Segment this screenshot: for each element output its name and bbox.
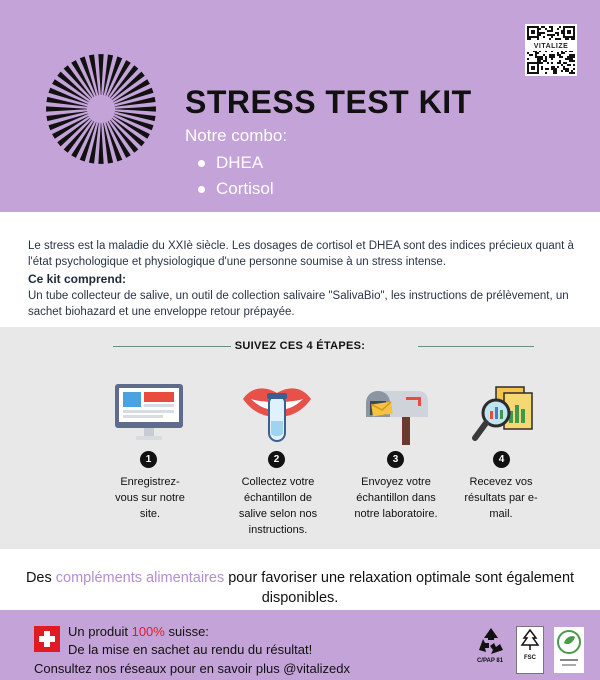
qr-module bbox=[561, 52, 563, 54]
qr-module bbox=[565, 38, 567, 40]
qr-module bbox=[563, 52, 565, 54]
sunburst-ray bbox=[115, 106, 156, 111]
supplements-before: Des bbox=[25, 570, 56, 586]
qr-module bbox=[569, 56, 571, 58]
qr-module bbox=[543, 54, 545, 56]
qr-module bbox=[557, 66, 559, 68]
qr-module bbox=[565, 68, 567, 70]
qr-module bbox=[547, 30, 549, 32]
step-number-4: 4 bbox=[493, 451, 510, 468]
qr-module bbox=[569, 54, 571, 56]
qr-module bbox=[553, 56, 555, 58]
qr-module bbox=[553, 34, 555, 36]
qr-module bbox=[567, 68, 569, 70]
qr-module bbox=[557, 62, 559, 64]
step-text-1: Enregistrez-vous sur notre site. bbox=[115, 476, 185, 520]
qr-module bbox=[571, 54, 573, 56]
sunburst-ray bbox=[98, 123, 103, 164]
qr-label: VITALIZE bbox=[525, 42, 577, 51]
qr-module bbox=[527, 52, 529, 54]
qr-module bbox=[549, 56, 551, 58]
qr-module bbox=[561, 70, 563, 72]
step-text-4: Recevez vos résultats par e-mail. bbox=[464, 476, 538, 520]
qr-module bbox=[547, 68, 549, 70]
qr-module bbox=[569, 60, 571, 62]
qr-module bbox=[535, 52, 537, 54]
supplements-after: pour favoriser une relaxation optimale sont également disponibles. bbox=[224, 570, 575, 606]
qr-module bbox=[541, 56, 543, 58]
fsc-logo bbox=[516, 626, 544, 674]
qr-module bbox=[559, 54, 561, 56]
swiss-product-line bbox=[68, 624, 209, 639]
qr-module bbox=[555, 70, 557, 72]
qr-module bbox=[551, 54, 553, 56]
qr-module bbox=[551, 36, 553, 38]
swiss-line-before: Un produit bbox=[68, 624, 132, 639]
qr-module bbox=[559, 56, 561, 58]
qr-module bbox=[567, 38, 569, 40]
qr-module bbox=[565, 62, 567, 64]
qr-module bbox=[539, 56, 541, 58]
qr-module bbox=[543, 60, 545, 62]
swiss-line-after: suisse: bbox=[164, 624, 209, 639]
qr-module bbox=[549, 30, 551, 32]
qr-module bbox=[573, 60, 575, 62]
socials-text[interactable]: Consultez nos réseaux pour en savoir plus @vitalizedx bbox=[34, 661, 350, 676]
qr-module bbox=[537, 56, 539, 58]
qr-module bbox=[539, 58, 541, 60]
sunburst-ray bbox=[46, 106, 87, 111]
qr-module bbox=[555, 32, 557, 34]
swiss-line-highlight: 100% bbox=[131, 624, 165, 639]
qr-module bbox=[551, 28, 553, 30]
qr-module bbox=[559, 38, 561, 40]
qr-module bbox=[539, 28, 541, 30]
sunburst-logo bbox=[46, 54, 156, 164]
qr-module bbox=[557, 28, 559, 30]
step-number-1: 1 bbox=[140, 451, 157, 468]
qr-module bbox=[539, 32, 541, 34]
qr-module bbox=[545, 28, 547, 30]
qr-module bbox=[567, 56, 569, 58]
kit-contents-text: Un tube collecteur de salive, un outil de collection salivaire "SalivaBio", les instructions de prélèvement, un sachet biohazard et une enveloppe retour prépayée. bbox=[28, 290, 569, 318]
step-text-2: Collectez votre échantillon de salive selon nos instructions. bbox=[238, 476, 318, 536]
eco-label-icon bbox=[554, 627, 584, 673]
qr-module bbox=[541, 66, 543, 68]
qr-module bbox=[561, 64, 563, 66]
qr-module bbox=[567, 70, 569, 72]
combo-item: DHEA bbox=[196, 150, 274, 176]
qr-module bbox=[569, 58, 571, 60]
qr-module bbox=[567, 64, 569, 66]
qr-module bbox=[563, 68, 565, 70]
qr-module bbox=[545, 68, 547, 70]
tree-icon bbox=[517, 627, 543, 653]
mailbox-icon bbox=[364, 385, 430, 445]
mouth-tube-icon bbox=[241, 383, 313, 443]
qr-module bbox=[545, 72, 547, 74]
steps-title: SUIVEZ CES 4 ÉTAPES: bbox=[234, 340, 366, 352]
qr-module bbox=[573, 56, 575, 58]
fsc-label: FSC bbox=[524, 655, 536, 661]
qr-module bbox=[571, 38, 573, 40]
recycle-code: C/PAP 81 bbox=[476, 658, 504, 664]
qr-module bbox=[537, 52, 539, 54]
qr-module bbox=[537, 58, 539, 60]
qr-module bbox=[551, 34, 553, 36]
qr-module bbox=[559, 62, 561, 64]
qr-module bbox=[557, 32, 559, 34]
qr-module bbox=[549, 54, 551, 56]
step-number-2: 2 bbox=[268, 451, 285, 468]
qr-module bbox=[571, 72, 573, 74]
qr-finder bbox=[531, 30, 535, 34]
qr-module bbox=[569, 72, 571, 74]
qr-module bbox=[541, 58, 543, 60]
qr-module bbox=[541, 68, 543, 70]
qr-module bbox=[559, 60, 561, 62]
qr-module bbox=[539, 34, 541, 36]
qr-finder bbox=[567, 30, 571, 34]
qr-module bbox=[573, 64, 575, 66]
qr-module bbox=[537, 38, 539, 40]
qr-module bbox=[573, 54, 575, 56]
qr-module bbox=[549, 34, 551, 36]
qr-module bbox=[551, 66, 553, 68]
qr-module bbox=[541, 32, 543, 34]
qr-module bbox=[535, 54, 537, 56]
qr-module bbox=[535, 56, 537, 58]
qr-module bbox=[551, 26, 553, 28]
combo-list bbox=[196, 150, 274, 202]
qr-module bbox=[529, 38, 531, 40]
qr-module bbox=[557, 38, 559, 40]
qr-module bbox=[545, 60, 547, 62]
qr-module bbox=[557, 54, 559, 56]
intro-text: Le stress est la maladie du XXIè siècle. Les dosages de cortisol et DHEA sont des indices précieux quant à l'état psychologique et physiologique d'une personne soumise à un stress intense. bbox=[28, 240, 574, 268]
qr-module bbox=[551, 58, 553, 60]
qr-module bbox=[551, 62, 553, 64]
qr-module bbox=[571, 60, 573, 62]
supplements-text bbox=[0, 568, 600, 608]
qr-module bbox=[549, 38, 551, 40]
qr-module bbox=[541, 62, 543, 64]
monitor-icon bbox=[114, 383, 184, 441]
qr-module bbox=[573, 72, 575, 74]
qr-module bbox=[547, 34, 549, 36]
qr-module bbox=[561, 32, 563, 34]
qr-module bbox=[557, 34, 559, 36]
step-text-3: Envoyez votre échantillon dans notre laboratoire. bbox=[354, 476, 438, 520]
qr-module bbox=[543, 32, 545, 34]
qr-finder bbox=[531, 66, 535, 70]
qr-module bbox=[527, 58, 529, 60]
qr-module bbox=[561, 56, 563, 58]
qr-module bbox=[567, 58, 569, 60]
qr-module bbox=[561, 30, 563, 32]
qr-module bbox=[565, 58, 567, 60]
qr-module bbox=[571, 56, 573, 58]
qr-code[interactable] bbox=[525, 24, 577, 76]
qr-module bbox=[537, 60, 539, 62]
qr-module bbox=[551, 56, 553, 58]
magnifier-report-icon bbox=[472, 385, 534, 445]
qr-module bbox=[571, 58, 573, 60]
qr-module bbox=[543, 36, 545, 38]
qr-module bbox=[531, 54, 533, 56]
qr-module bbox=[553, 70, 555, 72]
qr-module bbox=[545, 56, 547, 58]
qr-module bbox=[527, 38, 529, 40]
qr-module bbox=[573, 38, 575, 40]
qr-module bbox=[551, 30, 553, 32]
supplements-link[interactable]: compléments alimentaires bbox=[55, 570, 225, 586]
sunburst-ray bbox=[98, 54, 103, 95]
qr-module bbox=[553, 68, 555, 70]
qr-module bbox=[571, 70, 573, 72]
qr-module bbox=[551, 68, 553, 70]
qr-module bbox=[569, 64, 571, 66]
swiss-product-subline: De la mise en sachet au rendu du résultat! bbox=[68, 642, 313, 657]
qr-module bbox=[543, 26, 545, 28]
qr-module bbox=[565, 70, 567, 72]
step-number-3: 3 bbox=[387, 451, 404, 468]
qr-module bbox=[553, 72, 555, 74]
qr-module bbox=[557, 52, 559, 54]
qr-module bbox=[555, 72, 557, 74]
qr-module bbox=[539, 60, 541, 62]
qr-module bbox=[547, 62, 549, 64]
qr-module bbox=[553, 54, 555, 56]
qr-module bbox=[559, 26, 561, 28]
combo-item: Cortisol bbox=[196, 176, 274, 202]
combo-label: Notre combo: bbox=[185, 126, 288, 145]
recycle-icon bbox=[476, 626, 506, 656]
qr-module bbox=[563, 62, 565, 64]
qr-module bbox=[539, 62, 541, 64]
qr-module bbox=[549, 26, 551, 28]
qr-module bbox=[553, 66, 555, 68]
kit-heading: Ce kit comprend: bbox=[28, 272, 127, 286]
qr-module bbox=[529, 54, 531, 56]
qr-module bbox=[555, 68, 557, 70]
qr-module bbox=[545, 58, 547, 60]
qr-module bbox=[563, 66, 565, 68]
qr-module bbox=[573, 68, 575, 70]
page-title: STRESS TEST KIT bbox=[185, 84, 472, 120]
qr-module bbox=[541, 26, 543, 28]
swiss-flag-icon bbox=[34, 626, 60, 652]
qr-module bbox=[555, 38, 557, 40]
